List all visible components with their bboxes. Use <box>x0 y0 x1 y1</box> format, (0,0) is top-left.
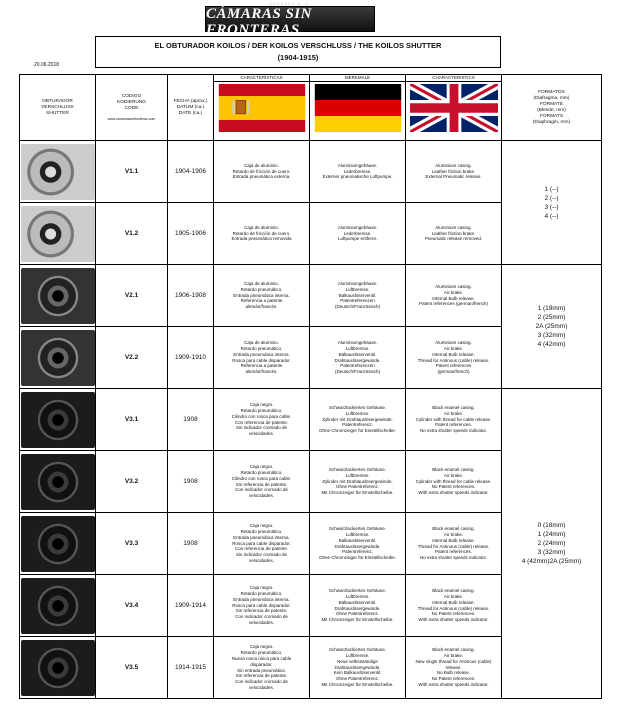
description-en <box>406 513 502 575</box>
header-shutter-line: VERSCHLUSS <box>41 104 74 110</box>
description-line: Lederbremse. <box>343 230 372 236</box>
description-line: Schwarzlackiertes Gehäuse. <box>328 405 387 410</box>
description-line: Caja negra. <box>249 523 274 529</box>
description-line: Aluminiumgehäuse. <box>337 162 378 168</box>
header-date-line: DATUM (ca.) <box>176 104 205 110</box>
description-line: Retardo pneumático. <box>240 529 283 534</box>
logo-small-text: GRABADA A. S. <box>269 0 311 6</box>
description-line: Aluminiumgehäuse. <box>337 224 378 230</box>
description-line: velocidades. <box>248 493 275 499</box>
header-shutter-line: OBTURADOR <box>42 98 73 104</box>
description-en <box>406 451 502 513</box>
version-code: V1.1 <box>96 141 168 203</box>
header-formats-line: (Diaphragm, mm) <box>532 119 571 125</box>
version-code: V3.4 <box>96 575 168 637</box>
description-line: Retardo de fricción de cuero. <box>232 168 291 174</box>
shutter-photo <box>21 640 95 696</box>
description-line: Retardo pneumático. <box>240 469 283 475</box>
version-code: V1.2 <box>96 203 168 265</box>
date-range: 1908 <box>168 451 214 513</box>
description-line: Air brake. <box>443 410 464 416</box>
description-line: alemán/francés. <box>245 369 278 375</box>
header-formats-line: (Blende, mm) <box>537 107 566 113</box>
header-formats-line: FORMATOS <box>538 89 565 95</box>
description-line: Drahtauslösergewinde. <box>334 357 381 363</box>
description-line: Caja de aluminio. <box>244 281 279 286</box>
formats-cell <box>502 389 602 699</box>
header-code-line: CODE <box>124 105 139 111</box>
table-row <box>20 141 602 203</box>
description-line: No extra shutter speeds indicator. <box>419 555 488 561</box>
description-line: With extra shutter speeds indicator. <box>418 617 489 623</box>
description-es <box>214 265 310 327</box>
version-code: V3.5 <box>96 637 168 699</box>
header-es: CARACTERÍSTICAS <box>214 75 310 82</box>
description-line: Luftbremse. <box>345 345 370 351</box>
description-line: Balkauslöserventil. <box>338 537 377 543</box>
description-de <box>310 203 406 265</box>
description-line: Referencia a patente <box>240 363 283 369</box>
shutter-photo <box>21 330 95 386</box>
description-line: Referencia a patente <box>240 298 283 304</box>
description-es <box>214 513 310 575</box>
description-line: Aluminiumgehäuse. <box>337 340 378 346</box>
shutter-photo-cell <box>20 203 96 265</box>
date-range: 1914-1915 <box>168 637 214 699</box>
description-line: Aluminium casing. <box>435 283 472 289</box>
shutter-photo-cell <box>20 141 96 203</box>
description-line: Lederbremse. <box>343 168 372 174</box>
logo-text: CÁMARAS SIN FRONTERAS <box>206 5 312 38</box>
description-line: Caja de aluminio. <box>244 162 279 168</box>
description-line: Sin referencia de patente. <box>235 608 288 614</box>
header-formats-line: FORMATS <box>539 113 564 119</box>
format-line: 2 (24mm) <box>537 540 566 547</box>
germany-flag-icon <box>314 84 402 132</box>
description-line: Schwarzlackiertes Gehäuse. <box>328 647 387 653</box>
header-code <box>96 75 168 141</box>
table-row <box>20 389 602 451</box>
description-line: Black enamel casing. <box>432 526 475 532</box>
flag-cell-en <box>406 82 502 141</box>
description-line: Patentreferenzen <box>340 298 375 304</box>
description-line: Air brake. <box>443 472 464 478</box>
shutter-photo <box>21 206 95 262</box>
header-shutter-line: SHUTTER <box>46 110 69 116</box>
shutter-photo <box>21 578 95 634</box>
description-line: Retardo pneumático. <box>240 591 283 596</box>
description-line: Ohne Patentreferenz. <box>335 611 380 617</box>
version-code: V3.3 <box>96 513 168 575</box>
description-es <box>214 141 310 203</box>
description-line: Air brake. <box>443 593 464 599</box>
description-line: Retardo pneumático. <box>240 345 283 351</box>
description-line: Drahtauslösergewinde. <box>334 664 381 670</box>
description-line: Entrada pneumática interna. <box>233 351 290 357</box>
description-de <box>310 575 406 637</box>
description-es <box>214 451 310 513</box>
description-line: Mit Chromzeiger für Einstellscheibe. <box>321 490 394 496</box>
version-code: V3.1 <box>96 389 168 451</box>
header-shutter <box>20 75 96 141</box>
description-line: Patentreferenz. <box>342 422 373 428</box>
date-range: 1906-1908 <box>168 265 214 327</box>
flag-cell-es <box>214 82 310 141</box>
shutter-photo <box>21 392 95 448</box>
site-logo <box>205 0 375 38</box>
format-line: 2 (25mm) <box>537 314 566 321</box>
header-formats-line: (Diafragma, mm) <box>533 95 570 101</box>
description-line: Ohne Chromzeiger für Einstellscheibe. <box>318 555 397 561</box>
description-line: Cilindro con rosca para cable. <box>231 413 292 419</box>
description-line: Sin indicador cromado de <box>235 552 288 558</box>
description-line: Luftpumpe entfernt. <box>337 236 378 242</box>
description-line: Sin entrada pneumática. <box>237 667 286 673</box>
description-line: Rosca para cable disparador. <box>232 602 291 608</box>
description-line: release. <box>445 664 462 670</box>
date-range: 1908 <box>168 513 214 575</box>
format-line: 4 (--) <box>544 212 559 220</box>
description-line: No Patent references. <box>431 484 476 490</box>
description-de <box>310 513 406 575</box>
description-line: Internal Bulb release. <box>432 295 475 301</box>
description-en <box>406 389 502 451</box>
description-line: Con indicador cromado de <box>235 679 288 685</box>
header-code-url: www.camarassinfronteras.com <box>107 116 156 121</box>
description-line: Aluminium casing. <box>435 162 472 168</box>
description-line: Balkauslöserventil. <box>338 351 377 357</box>
format-line: 2 (--) <box>544 194 559 202</box>
description-en <box>406 327 502 389</box>
description-line: No extra shutter speeds indicator. <box>419 428 488 434</box>
description-line: Retardo de fricción de cuero. <box>232 230 291 236</box>
description-line: Con indicador cromado de <box>235 487 288 493</box>
shutter-photo-cell <box>20 575 96 637</box>
description-line: Externer pneumatische Luftpumpe. <box>322 174 393 180</box>
description-de <box>310 327 406 389</box>
description-line: Black enamel casing. <box>432 588 475 594</box>
shutter-photo-cell <box>20 389 96 451</box>
format-line: 4 (42mm) <box>537 341 566 348</box>
description-line: Luftbremse. <box>345 286 370 292</box>
description-line: Air brake. <box>443 531 464 537</box>
description-line: Balkauslöserventil. <box>338 599 377 605</box>
description-line: velocidades. <box>248 557 275 563</box>
description-line: Sin referencia de patente. <box>235 481 288 487</box>
format-line: 0 (18mm) <box>537 522 566 529</box>
description-de <box>310 141 406 203</box>
document-date: 20.06.2018 <box>34 62 60 68</box>
format-line: 1 (24mm) <box>537 531 566 538</box>
header-date <box>168 75 214 141</box>
description-line: Entrada pneumática interna. <box>233 596 290 602</box>
description-de <box>310 265 406 327</box>
description-line: Mit Chromzeiger für Einstellscheibe. <box>321 681 394 687</box>
description-de <box>310 637 406 699</box>
shutter-photo <box>21 144 95 200</box>
description-line: Sin referencia de patente. <box>235 673 288 679</box>
description-line: Patent references. <box>435 549 472 555</box>
description-line: Internal Bulb release. <box>432 599 475 605</box>
description-line: Aluminiumgehäuse. <box>337 281 378 286</box>
format-line: 1 (19mm) <box>537 305 566 312</box>
description-line: Rosca para cable disparador. <box>232 357 291 363</box>
description-de <box>310 451 406 513</box>
description-line: Con referencia de patente. <box>234 419 289 425</box>
description-line: Drahtauslösergewinde. <box>334 605 381 611</box>
description-line: Black enamel casing. <box>432 467 475 472</box>
description-line: (german/french) <box>437 369 470 375</box>
description-en <box>406 203 502 265</box>
description-line: Cylinder with thread for cable release. <box>415 478 492 484</box>
description-line: Leather friction brake. <box>431 168 476 174</box>
header-formats-line: FORMATE <box>539 101 564 107</box>
description-line: Patent references <box>435 363 472 369</box>
description-es <box>214 637 310 699</box>
description-line: Air brake. <box>443 345 464 351</box>
description-line: Pneumatic release removed. <box>424 236 483 242</box>
description-line: Retardo pneumático. <box>240 650 283 656</box>
header-row <box>20 75 602 82</box>
description-en <box>406 637 502 699</box>
description-line: Black enamel casing. <box>432 647 475 653</box>
description-line: Sin indicador cromado de <box>235 425 288 431</box>
shutter-photo-cell <box>20 513 96 575</box>
description-line: Rosca para cable disparador. <box>232 540 291 546</box>
shutter-photo-cell <box>20 451 96 513</box>
description-line: Luftbremse. <box>345 410 370 416</box>
version-code: V3.2 <box>96 451 168 513</box>
description-line: Luftbremse. <box>345 593 370 599</box>
description-line: Entrada pneumática removida <box>231 236 292 242</box>
shutter-photo <box>21 454 95 510</box>
description-line: Patentreferenz. <box>342 549 373 555</box>
flag-cell-de <box>310 82 406 141</box>
uk-flag-icon <box>410 84 498 132</box>
title-line-1: EL OBTURADOR KOILOS / DER KOILOS VERSCHLUSS / THE KOILOS SHUTTER <box>154 41 442 50</box>
description-es <box>214 575 310 637</box>
description-line: velocidades. <box>248 619 275 625</box>
description-line: Retardo pneumático. <box>240 286 283 292</box>
date-range: 1905-1906 <box>168 203 214 265</box>
format-line: 3 (--) <box>544 203 559 211</box>
description-line: Schwarzlackiertes Gehäuse. <box>328 526 387 532</box>
description-line: Drahtauslösergewinde. <box>334 543 381 549</box>
description-line: Caja negra. <box>249 585 274 591</box>
description-line: Internal Bulb release. <box>432 351 475 357</box>
description-line: Schwarzlackiertes Gehäuse. <box>328 467 387 472</box>
description-line: (Deutsch/Französisch) <box>334 304 380 310</box>
format-line: 3 (32mm) <box>537 332 566 339</box>
description-line: Cylinder with thread for cable release. <box>415 416 492 422</box>
description-line: No Patent references. <box>431 676 476 682</box>
description-line: Luftbremse. <box>345 653 370 658</box>
description-line: Aluminium casing. <box>435 224 472 230</box>
shutter-photo-cell <box>20 265 96 327</box>
description-en <box>406 141 502 203</box>
description-line: Entrada pneumática interna. <box>233 292 290 298</box>
description-line: Luftbremse. <box>345 531 370 537</box>
shutter-table <box>19 74 602 699</box>
header-code-line: KODIERUNG <box>116 99 147 105</box>
description-line: (Deutsch/Französisch) <box>334 369 380 375</box>
description-line: Kein Balkauslöserventil. <box>333 670 382 676</box>
date-range: 1909-1914 <box>168 575 214 637</box>
description-line: Con indicador cromado de <box>235 614 288 620</box>
document-title <box>95 36 501 68</box>
description-line: Patent references. <box>435 422 472 428</box>
formats-cell <box>502 265 602 389</box>
description-line: Con referencia de patente. <box>234 546 289 552</box>
shutter-photo-cell <box>20 327 96 389</box>
description-line: Schwarzlackiertes Gehäuse. <box>328 588 387 594</box>
header-code-line: CODIGO <box>121 93 142 99</box>
description-line: Patent references (german/french) <box>419 301 488 307</box>
format-line: 4 (42mm)2A (25mm) <box>521 558 582 565</box>
date-range: 1909-1910 <box>168 327 214 389</box>
date-range: 1908 <box>168 389 214 451</box>
description-line: Ohne Patentreferenz. <box>335 676 380 682</box>
description-de <box>310 389 406 451</box>
description-line: Zylinder mit Drahtauslösergewinde. <box>322 416 393 422</box>
description-line: Retardo pneumático. <box>240 407 283 413</box>
description-line: Air brake. <box>443 289 464 295</box>
description-line: Caja negra. <box>249 464 274 470</box>
description-es <box>214 203 310 265</box>
description-line: Balkauslöserventil. <box>338 292 377 298</box>
description-line: Caja de aluminio. <box>244 340 279 346</box>
description-line: No Bulb release. <box>436 670 471 676</box>
description-line: No Patent references. <box>431 611 476 617</box>
description-line: Cilindro con rosca para cable. <box>231 475 292 481</box>
header-de: MERKMALE <box>310 75 406 82</box>
description-line: Mit Chromzeiger für Einstellscheibe. <box>321 617 394 623</box>
description-en <box>406 265 502 327</box>
description-line: Caja negra. <box>249 402 274 408</box>
title-line-2: (1904-1915) <box>277 53 319 62</box>
date-range: 1904-1906 <box>168 141 214 203</box>
description-line: Entrada pneumática interna. <box>233 534 290 540</box>
description-line: Caja de aluminio. <box>244 224 279 230</box>
description-line: Thread for Antinous (cable) release. <box>417 543 490 549</box>
header-formats <box>502 75 602 141</box>
shutter-photo <box>21 268 95 324</box>
description-line: Entrada pneumática externa. <box>232 174 291 180</box>
spain-flag-icon <box>218 84 306 132</box>
description-line: Thread for Antinous (cable) release. <box>417 605 490 611</box>
description-line: Air brake. <box>443 653 464 658</box>
description-line: Zylinder mit Drahtauslösergewinde. <box>322 478 393 484</box>
description-es <box>214 389 310 451</box>
header-en: CHARACTERISTICS <box>406 75 502 82</box>
description-line: Thread for Antinous (cable) release. <box>417 357 490 363</box>
table-row <box>20 265 602 327</box>
description-line: Aluminium casing. <box>435 340 472 346</box>
format-line: 2A (25mm) <box>535 323 568 330</box>
description-line: Black enamel casing. <box>432 405 475 410</box>
version-code: V2.1 <box>96 265 168 327</box>
description-line: With extra shutter speeds indicator. <box>418 681 489 687</box>
shutter-photo-cell <box>20 637 96 699</box>
description-line: alemán/francés. <box>245 304 278 310</box>
description-line: New single thread for Antinous (cable) <box>415 658 492 664</box>
description-line: disparador. <box>250 661 273 667</box>
version-code: V2.2 <box>96 327 168 389</box>
description-line: External Pneumatic release. <box>425 174 482 180</box>
header-date-line: DATE (ca.) <box>178 110 203 116</box>
description-line: Leather friction brake. <box>431 230 476 236</box>
description-line: velocidades. <box>248 431 275 437</box>
header-date-line: FECHA (aprox.) <box>173 98 208 104</box>
description-line: Patentreferenzen <box>340 363 375 369</box>
description-line: Luftbremse. <box>345 472 370 478</box>
format-line: 1 (--) <box>544 185 559 193</box>
shutter-photo <box>21 516 95 572</box>
format-line: 3 (32mm) <box>537 549 566 556</box>
description-line: With extra shutter speeds indicator. <box>418 490 489 496</box>
description-en <box>406 575 502 637</box>
description-line: Caja negra. <box>249 644 274 650</box>
formats-cell <box>502 141 602 265</box>
description-line: Nueva rosca única para cable <box>231 655 292 661</box>
description-line: Neue selbstständige <box>337 658 378 664</box>
description-line: Ohne Chromzeiger für Einstellscheibe. <box>318 428 397 434</box>
description-line: Internal Bulb release. <box>432 537 475 543</box>
description-line: velocidades. <box>248 684 275 690</box>
description-es <box>214 327 310 389</box>
description-line: Ohne Patentreferenz. <box>335 484 380 490</box>
